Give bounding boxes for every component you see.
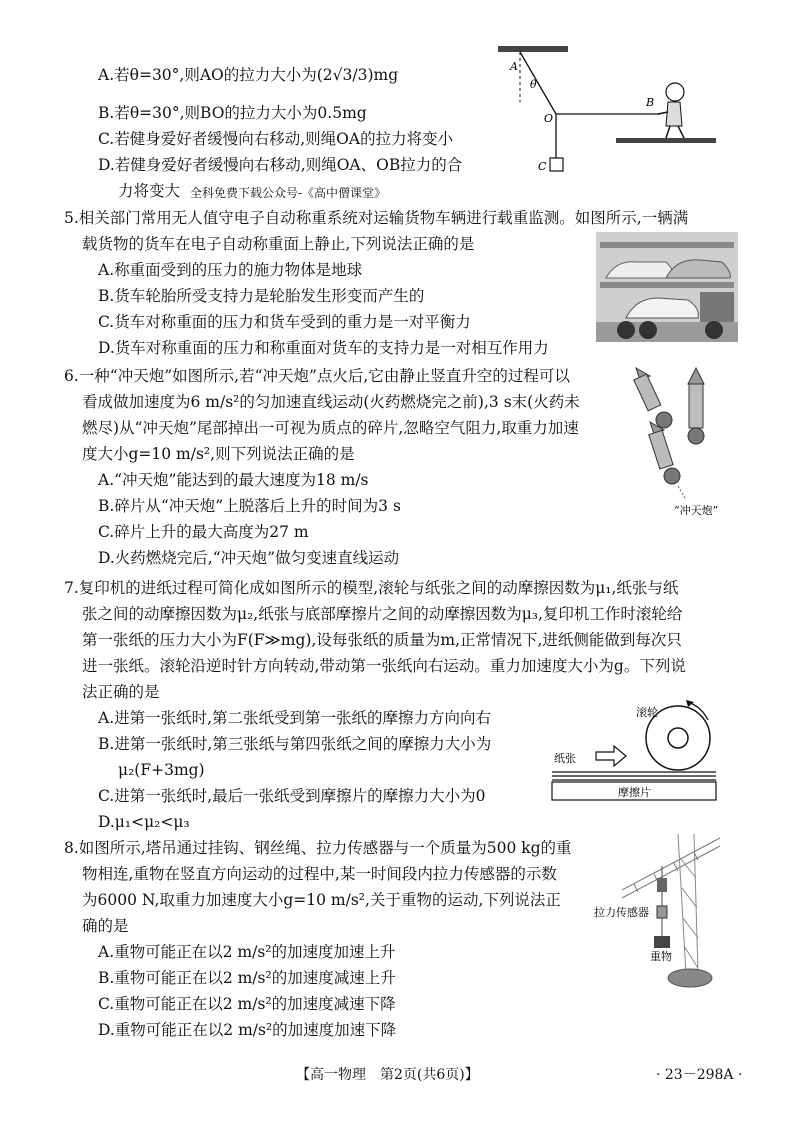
q8-option-a: A.重物可能正在以2 m/s²的加速度加速上升 xyxy=(98,943,396,961)
q7-stem-line3: 第一张纸的压力大小为F(F≫mg),设每张纸的质量为m,正常情况下,进纸侧能做到每次只 xyxy=(82,631,682,649)
q7-stem-line2: 张之间的动摩擦因数为μ₂,纸张与底部摩擦片之间的动摩擦因数为μ₃,复印机工作时滚轮给 xyxy=(82,605,683,623)
weight-label: 重物 xyxy=(650,950,672,963)
q6-stem-line1: 6.一种“冲天炮”如图所示,若“冲天炮”点火后,它由静止竖直升空的过程可以 xyxy=(64,367,570,385)
q8-option-c: C.重物可能正在以2 m/s²的加速度减速下降 xyxy=(98,995,396,1013)
label-o: O xyxy=(544,112,554,125)
q6-stem-line4: 度大小g=10 m/s²,则下列说法正确的是 xyxy=(82,445,355,463)
pad-label: 摩擦片 xyxy=(618,786,651,799)
q7-option-b-line1: B.进第一张纸时,第三张纸与第四张纸之间的摩擦力大小为 xyxy=(98,735,492,753)
rockets-figure xyxy=(626,362,746,527)
q8-option-d: D.重物可能正在以2 m/s²的加速度加速下降 xyxy=(98,1021,397,1039)
q4-rope-figure xyxy=(490,42,720,177)
q4-option-b: B.若θ=30°,则BO的拉力大小为0.5mg xyxy=(98,104,367,122)
page-footer-title: 【高一物理 第2页(共6页)】 xyxy=(296,1067,479,1083)
q7-stem-line4: 进一张纸。滚轮沿逆时针方向转动,带动第一张纸向右运动。重力加速度大小为g。下列说 xyxy=(82,657,686,675)
q6-stem-line2: 看成做加速度为6 m/s²的匀加速直线运动(火药燃烧完之前),3 s末(火药未 xyxy=(82,393,580,411)
q5-stem-line2: 载货物的货车在电子自动称重面上静止,下列说法正确的是 xyxy=(82,235,475,253)
q7-option-c: C.进第一张纸时,最后一张纸受到摩擦片的摩擦力大小为0 xyxy=(98,787,486,805)
label-b: B xyxy=(646,96,655,109)
rocket-middle xyxy=(649,422,680,484)
person-arm xyxy=(658,112,668,114)
q7-option-b-line2: μ₂(F+3mg) xyxy=(118,761,205,779)
rocket-left xyxy=(634,368,672,428)
ground xyxy=(616,138,716,143)
q5-option-a: A.称重面受到的压力的施力物体是地球 xyxy=(98,261,363,279)
q4-option-d-line2: 力将变大 xyxy=(118,182,181,200)
q6-option-d: D.火药燃烧完后,“冲天炮”做匀变速直线运动 xyxy=(98,549,400,567)
rope-oa xyxy=(520,52,556,114)
q6-stem-line3: 燃尽)从“冲天炮”尾部掉出一可视为质点的碎片,忽略空气阻力,取重力加速 xyxy=(82,419,579,437)
page-footer-code: · 23－298A · xyxy=(656,1067,743,1083)
hook xyxy=(657,878,667,892)
q8-stem-line2: 物相连,重物在竖直方向运动的过程中,某一时间段内拉力传感器的示数 xyxy=(82,865,557,883)
watermark-note: 全科免费下载公众号-《高中僧课堂》 xyxy=(190,186,387,200)
paper-label: 纸张 xyxy=(554,752,576,765)
q4-option-d-line1: D.若健身爱好者缓慢向右移动,则绳OA、OB拉力的合 xyxy=(98,156,463,174)
q6-option-a: A.“冲天炮”能达到的最大速度为18 m/s xyxy=(98,471,369,489)
label-theta: θ xyxy=(530,78,537,91)
q8-option-b: B.重物可能正在以2 m/s²的加速度减速上升 xyxy=(98,969,396,987)
copier-figure xyxy=(548,700,720,804)
person-body xyxy=(666,102,682,126)
tension-sensor xyxy=(657,906,667,918)
roller-axle xyxy=(668,728,688,748)
roller-label: 滚轮 xyxy=(636,706,658,719)
q4-option-c: C.若健身爱好者缓慢向右移动,则绳OA的拉力将变小 xyxy=(98,130,454,148)
weight-object xyxy=(654,936,670,948)
q7-stem-line1: 7.复印机的进纸过程可简化成如图所示的模型,滚轮与纸张之间的动摩擦因数为μ₁,纸张与纸 xyxy=(64,579,679,597)
q7-stem-line5: 法正确的是 xyxy=(82,683,160,701)
person-leg-right xyxy=(678,126,684,138)
crane-base xyxy=(668,969,712,987)
label-c: C xyxy=(538,160,547,173)
q5-option-d: D.货车对称重面的压力和称重面对货车的支持力是一对相互作用力 xyxy=(98,339,549,357)
q7-option-d: D.μ₁<μ₂<μ₃ xyxy=(98,813,190,831)
motion-arrow-icon xyxy=(596,746,626,766)
person-head-icon xyxy=(666,83,684,101)
q6-option-b: B.碎片从“冲天炮”上脱落后上升的时间为3 s xyxy=(98,497,401,515)
rocket-right xyxy=(688,368,704,444)
truck-photo xyxy=(596,232,738,342)
q5-option-b: B.货车轮胎所受支持力是轮胎发生形变而产生的 xyxy=(98,287,425,305)
q4-option-a: A.若θ=30°,则AO的拉力大小为(2√3/3)mg xyxy=(98,66,399,84)
weight-block xyxy=(550,158,563,171)
q8-stem-line1: 8.如图所示,塔吊通过挂钩、钢丝绳、拉力传感器与一个质量为500 kg的重 xyxy=(64,839,572,857)
tower-crane-figure xyxy=(594,828,744,1006)
q7-option-a: A.进第一张纸时,第二张纸受到第一张纸的摩擦力方向向右 xyxy=(98,709,492,727)
q5-stem-line1: 5.相关部门常用无人值守电子自动称重系统对运输货物车辆进行载重监测。如图所示,一辆满 xyxy=(64,209,689,227)
label-a: A xyxy=(510,60,518,73)
q6-option-c: C.碎片上升的最大高度为27 m xyxy=(98,523,309,541)
crane-jib xyxy=(622,838,720,898)
sensor-label: 拉力传感器 xyxy=(594,906,649,919)
q8-stem-line4: 确的是 xyxy=(82,917,129,935)
ceiling xyxy=(498,46,568,52)
rocket-label: “冲天炮” xyxy=(674,504,719,517)
person-leg-left xyxy=(666,126,670,138)
q8-stem-line3: 为6000 N,取重力加速度大小g=10 m/s²,关于重物的运动,下列说法正 xyxy=(82,891,561,909)
q5-option-c: C.货车对称重面的压力和货车受到的重力是一对平衡力 xyxy=(98,313,471,331)
